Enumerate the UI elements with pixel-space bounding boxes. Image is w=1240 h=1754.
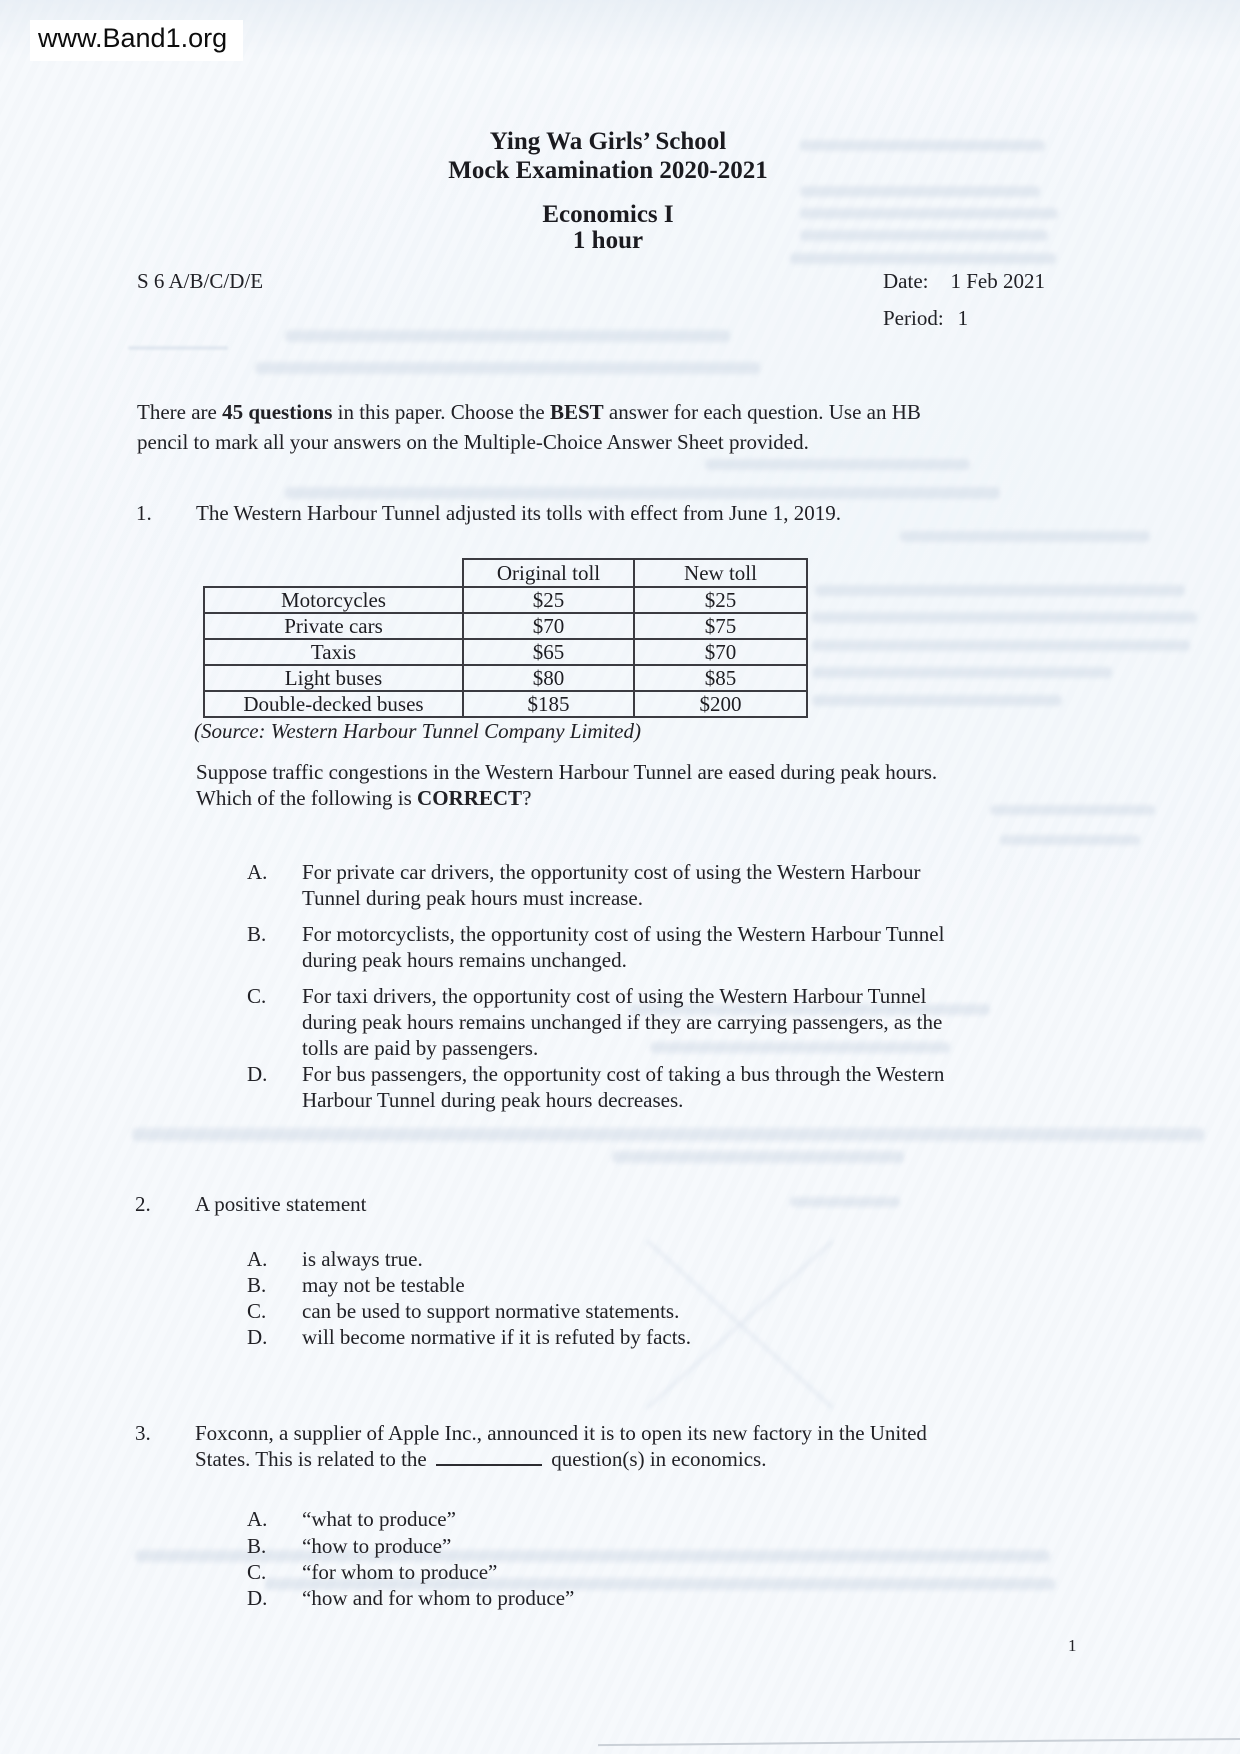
q1-number: 1. — [136, 501, 152, 525]
instructions-line-2: pencil to mark all your answers on the Multiple-Choice Answer Sheet provided. — [137, 430, 809, 454]
table-header-cell — [204, 559, 463, 587]
q1-stem: The Western Harbour Tunnel adjusted its tolls with effect from June 1, 2019. — [196, 501, 841, 525]
option-text: For taxi drivers, the opportunity cost of using the Western Harbour Tunnel during peak hours remains unchanged if they are carrying passengers, as the tolls are paid by passengers. — [302, 984, 943, 1060]
source-note: (Source: Western Harbour Tunnel Company Limited) — [194, 719, 641, 743]
table-cell: Light buses — [204, 665, 463, 691]
table-cell: Taxis — [204, 639, 463, 665]
subject-title: Economics I — [542, 201, 674, 228]
q3-option-a — [247, 1506, 456, 1532]
option-letter: A. — [247, 1507, 268, 1531]
table-header-row — [204, 559, 807, 587]
table-header-cell: New toll — [634, 559, 807, 587]
q3-option-d — [247, 1585, 574, 1611]
date-label: Date: — [883, 269, 929, 293]
class-line: S 6 A/B/C/D/E — [137, 269, 264, 293]
table-cell: $70 — [634, 639, 807, 665]
option-text: will become normative if it is refuted by facts. — [302, 1325, 691, 1349]
option-letter: D. — [247, 1325, 268, 1349]
table-cell: $70 — [463, 613, 634, 639]
table-cell: $65 — [463, 639, 634, 665]
school-name: Ying Wa Girls’ School — [489, 128, 727, 155]
bleedthrough-smudge — [990, 805, 1155, 815]
bleedthrough-smudge — [705, 459, 970, 470]
option-text: For bus passengers, the opportunity cost of taking a bus through the Western Harbour Tunnel during peak hours decreases. — [302, 1062, 945, 1112]
option-letter: B. — [247, 1534, 267, 1558]
q1-followup-line-2: Which of the following is CORRECT? — [196, 786, 532, 810]
q1-option-a — [247, 859, 920, 911]
table-row — [204, 691, 807, 717]
bleedthrough-smudge — [285, 487, 1000, 499]
option-letter: D. — [247, 1586, 268, 1610]
option-letter: B. — [247, 922, 267, 946]
option-letter: B. — [247, 1273, 267, 1297]
exam-date — [883, 268, 1045, 294]
table-cell: $25 — [463, 587, 634, 613]
option-text: “for whom to produce” — [302, 1560, 498, 1584]
instructions — [137, 397, 1077, 457]
bleedthrough-smudge — [800, 186, 1040, 197]
bleedthrough-smudge — [812, 640, 1190, 651]
bleedthrough-smudge — [815, 585, 1185, 596]
scan-page-edge — [598, 1738, 1240, 1746]
option-text: “how to produce” — [302, 1534, 452, 1558]
bleedthrough-smudge — [790, 1197, 900, 1207]
table-cell: Motorcycles — [204, 587, 463, 613]
exam-title: Mock Examination 2020-2021 — [448, 157, 768, 184]
table-cell: $200 — [634, 691, 807, 717]
page-number: 1 — [1068, 1636, 1077, 1655]
q2-option-c — [247, 1298, 679, 1324]
q3-option-b — [247, 1533, 451, 1559]
table-row — [204, 639, 807, 665]
table-cell: $85 — [634, 665, 807, 691]
table-header-cell: Original toll — [463, 559, 634, 587]
bleedthrough-smudge — [900, 531, 1150, 542]
q3-option-c — [247, 1559, 497, 1585]
q2-number: 2. — [135, 1192, 151, 1216]
table-cell: $80 — [463, 665, 634, 691]
table-cell: $25 — [634, 587, 807, 613]
q2-option-b — [247, 1272, 465, 1298]
option-text: is always true. — [302, 1247, 423, 1271]
bleedthrough-smudge — [612, 1151, 904, 1163]
q2-option-d — [247, 1324, 691, 1350]
table-row — [204, 587, 807, 613]
blank-line — [436, 1461, 542, 1466]
instructions-line-1: There are 45 questions in this paper. Choose the BEST answer for each question. Use an HB — [137, 400, 921, 424]
table-row — [204, 665, 807, 691]
q3-stem-line-2: States. This is related to the question(s) in economics. — [195, 1447, 767, 1471]
date-value: 1 Feb 2021 — [950, 269, 1045, 293]
option-letter: C. — [247, 1299, 267, 1323]
q3-number: 3. — [135, 1421, 151, 1445]
bleedthrough-smudge — [255, 362, 760, 374]
q2-stem: A positive statement — [195, 1192, 367, 1216]
bleedthrough-smudge — [128, 346, 228, 350]
bleedthrough-smudge — [812, 612, 1197, 623]
option-text: “how and for whom to produce” — [302, 1586, 575, 1610]
option-letter: C. — [247, 984, 267, 1008]
bleedthrough-smudge — [812, 695, 1062, 706]
watermark: www.Band1.org — [30, 20, 243, 61]
bleedthrough-smudge — [285, 330, 730, 342]
bleedthrough-smudge — [812, 667, 1112, 678]
exam-period — [883, 305, 968, 331]
option-text: “what to produce” — [302, 1507, 456, 1531]
option-letter: D. — [247, 1062, 268, 1086]
q1-option-d — [247, 1061, 944, 1113]
option-text: can be used to support normative statements. — [302, 1299, 680, 1323]
table-cell: $75 — [634, 613, 807, 639]
exam-duration: 1 hour — [572, 227, 644, 254]
period-label: Period: — [883, 306, 944, 330]
table-row — [204, 613, 807, 639]
table-cell: Double-decked buses — [204, 691, 463, 717]
q1-option-b — [247, 921, 944, 973]
table-cell: Private cars — [204, 613, 463, 639]
q1-option-c — [247, 983, 942, 1061]
option-text: may not be testable — [302, 1273, 465, 1297]
bleedthrough-smudge — [1000, 835, 1140, 845]
option-letter: A. — [247, 1247, 268, 1271]
bleedthrough-smudge — [132, 1128, 1204, 1141]
q1-followup-line-1: Suppose traffic congestions in the Western Harbour Tunnel are eased during peak hours. — [196, 760, 938, 784]
table-cell: $185 — [463, 691, 634, 717]
period-value: 1 — [957, 306, 969, 330]
q2-option-a — [247, 1246, 423, 1272]
option-text: For private car drivers, the opportunity cost of using the Western Harbour Tunnel during peak hours must increase. — [302, 860, 921, 910]
option-letter: A. — [247, 860, 268, 884]
q3-stem-line-1: Foxconn, a supplier of Apple Inc., announced it is to open its new factory in the United — [195, 1421, 927, 1445]
toll-table — [203, 558, 808, 718]
option-text: For motorcyclists, the opportunity cost of using the Western Harbour Tunnel during peak hours remains unchanged. — [302, 922, 945, 972]
option-letter: C. — [247, 1560, 267, 1584]
